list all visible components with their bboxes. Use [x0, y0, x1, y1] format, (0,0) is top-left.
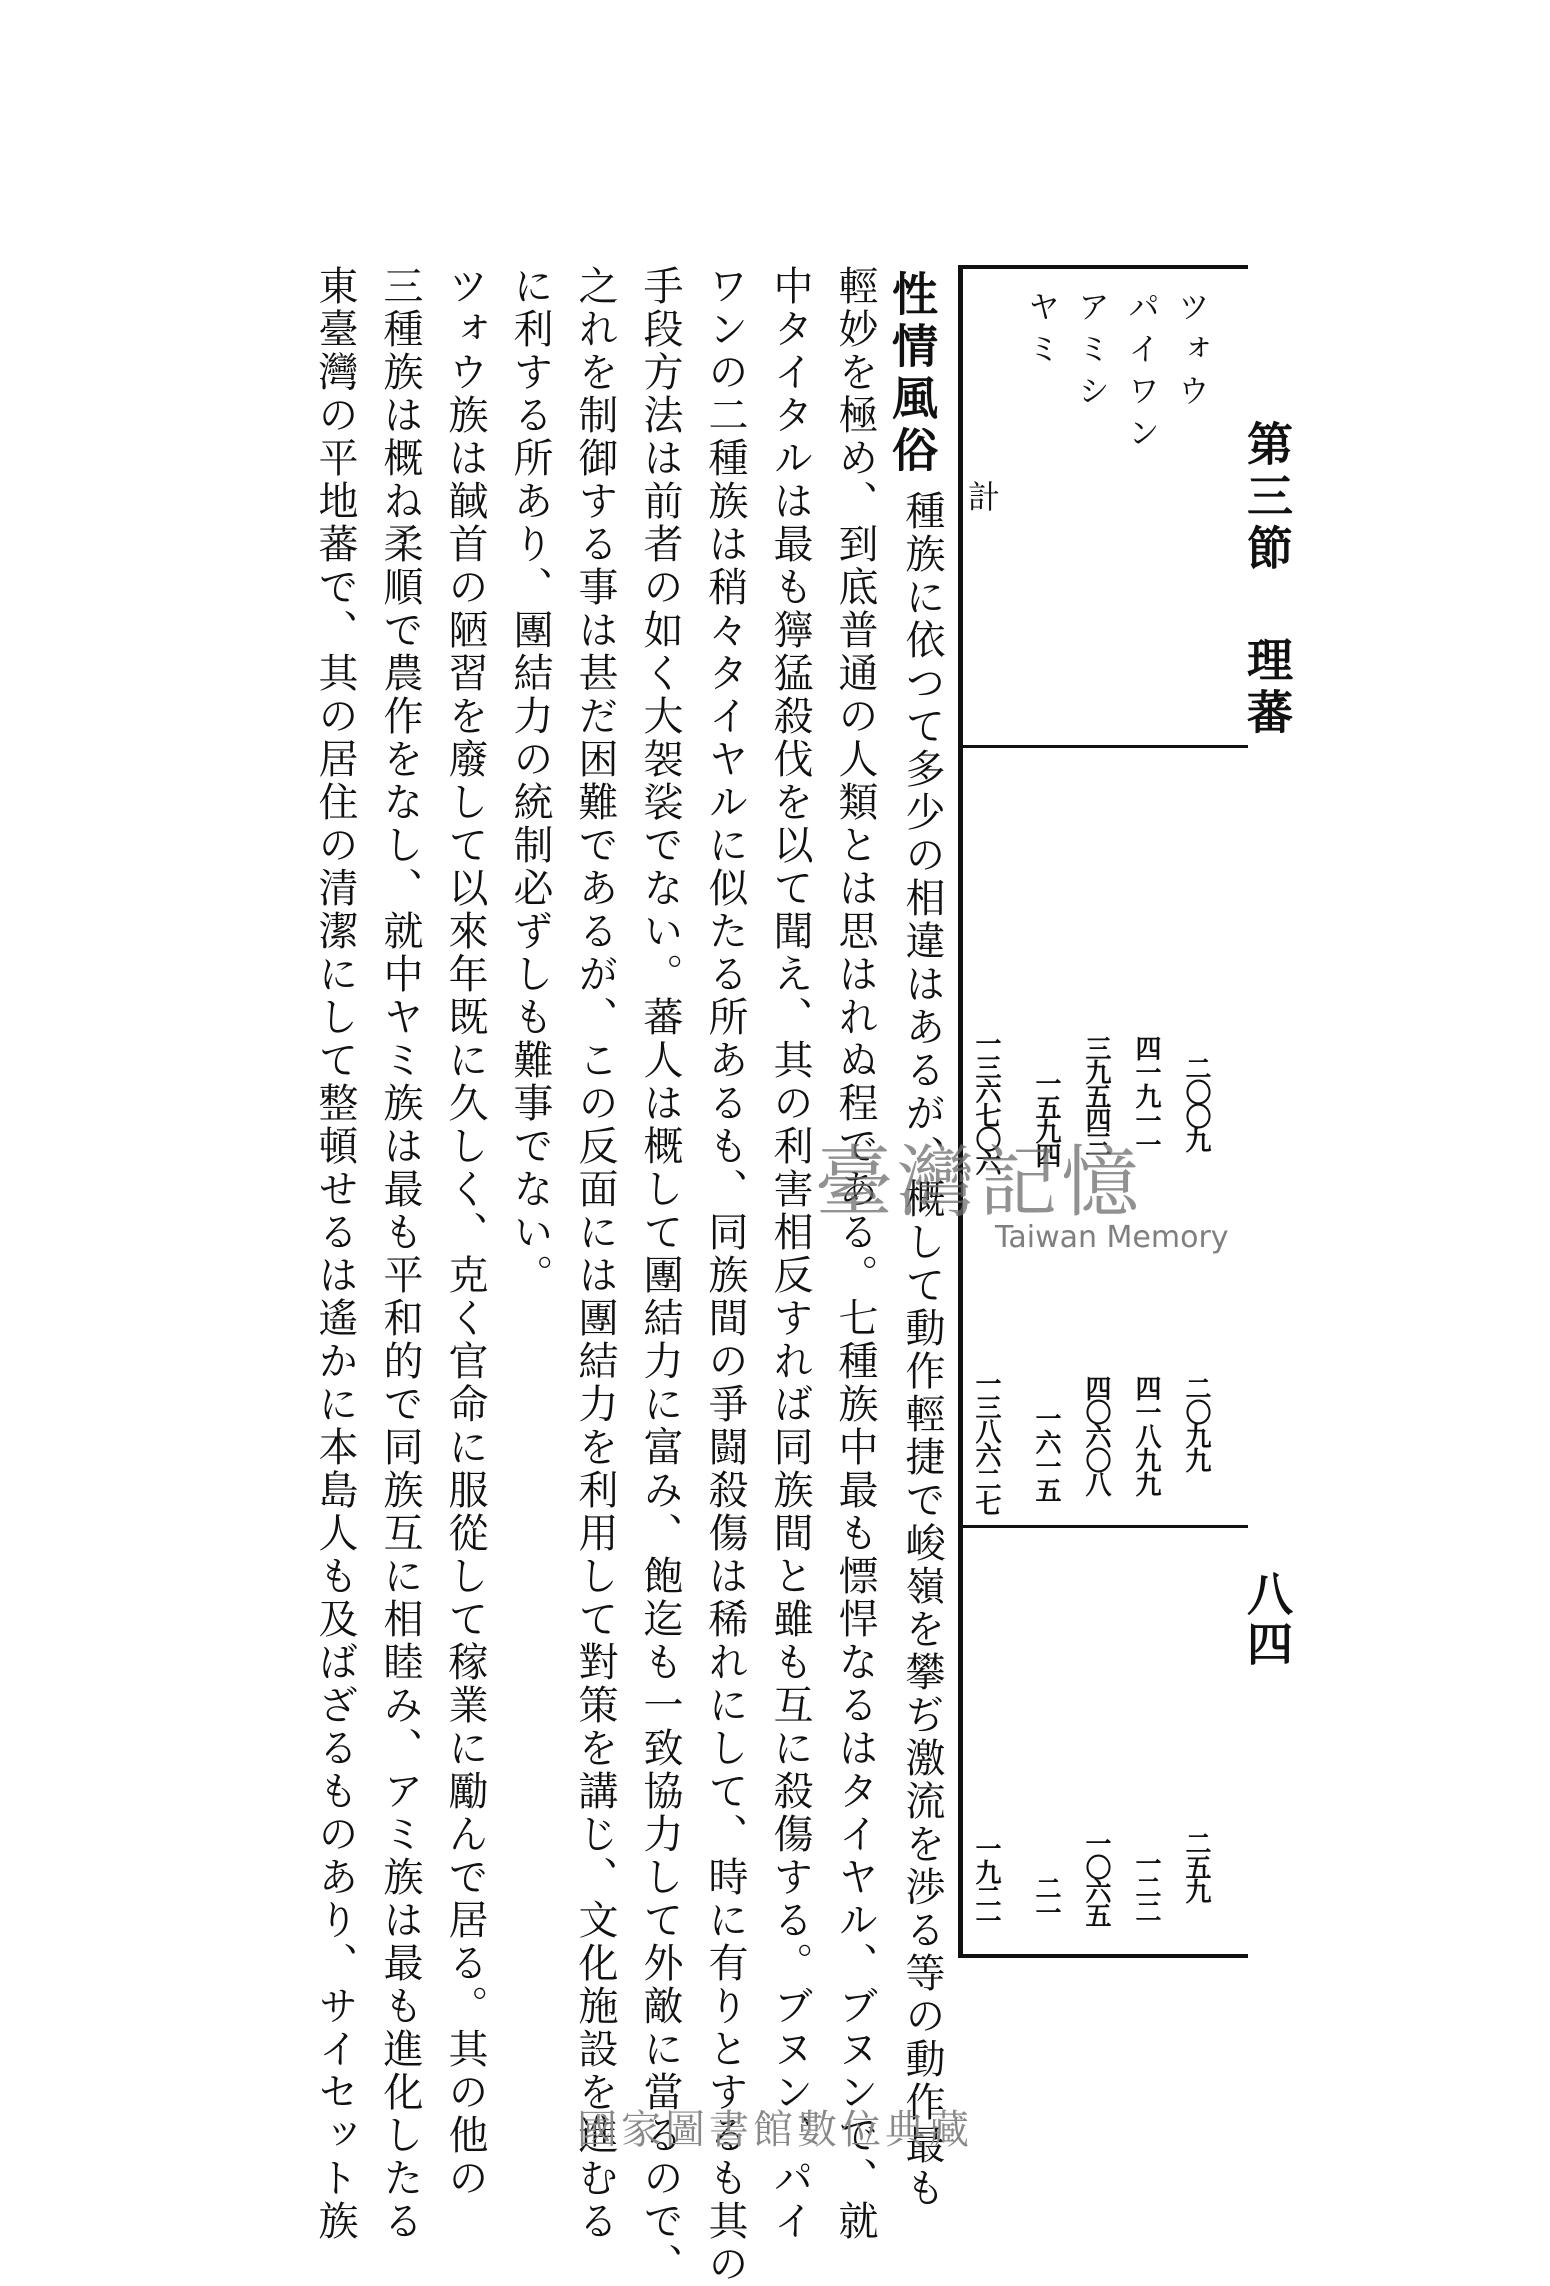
table-cell: 四一九一一 — [1131, 1035, 1161, 1155]
table-cell: 一九二一 — [971, 1835, 1001, 1931]
watermark-logo: 臺灣記憶 — [815, 1138, 1144, 1228]
table-cell: 四〇六〇八 — [1081, 1375, 1111, 1495]
table-cell: 三九五四三 — [1081, 1035, 1111, 1155]
table-cell: 一五九四 — [1031, 1070, 1061, 1166]
table-cell: 一三八六二七 — [971, 1370, 1001, 1514]
paragraph-line: ツォウ族は馘首の陋習を廢して以來年既に久しく、克く官命に服從して稼業に勵んで居る。其の他の — [442, 265, 488, 2200]
paragraph-line: 東臺灣の平地蕃で、其の居住の清潔にして整頓せるは遙かに本島人も及ばざるものあり、サイセット族 — [312, 265, 358, 2243]
paragraph-line: 中タイタルは最も獰猛殺伐を以て聞え、其の利害相反すれば同族間と雖も互に殺傷する。ブヌン、パイ — [767, 265, 813, 2243]
table-cell: 一六一五 — [1031, 1405, 1061, 1501]
paragraph-line: 輕妙を極め、到底普通の人類とは思はれぬ程である。七種族中最も慓悍なるはタイヤル、ブヌンで、就 — [832, 265, 878, 2243]
paragraph-line: に利する所あり、團結力の統制必ずしも難事でない。 — [507, 265, 553, 1297]
table-divider — [958, 1525, 1248, 1528]
page-number: 八四 — [1240, 1570, 1294, 1670]
table-row-label: アミシ — [1073, 290, 1111, 416]
section-heading: 性情風俗 — [885, 270, 939, 478]
paragraph-line: 種族に依つて多少の相違はあるが、概して動作輕捷で峻嶺を攀ぢ激流を渉る等の動作最も — [899, 490, 945, 2210]
archive-footer: 國家圖書館數位典藏 — [577, 2107, 973, 2153]
section-title: 第三節 理蕃 — [1240, 420, 1294, 740]
watermark-subtitle: Taiwan Memory — [995, 1220, 1229, 1255]
paragraph-line: ワンの二種族は稍々タイヤルに似たる所あるも、同族間の爭闘殺傷は稀れにして、時に有りとするも其の — [702, 265, 748, 2286]
table-cell: 四一八九九 — [1131, 1375, 1161, 1495]
table-divider — [958, 745, 1248, 748]
table-cell: 二〇〇九 — [1181, 1055, 1211, 1151]
table-cell: 一〇六五 — [1081, 1830, 1111, 1926]
table-row-label: ヤミ — [1023, 290, 1061, 374]
watermark — [815, 1120, 1235, 1260]
table-cell: 二五九 — [1181, 1830, 1211, 1902]
paragraph-line: 手段方法は前者の如く大袈裟でない。蕃人は概して團結力に富み、飽迄も一致協力して外敵に當るので、 — [637, 265, 683, 2286]
paragraph-line: 之れを制御する事は甚だ困難であるが、この反面には團結力を利用して對策を講じ、文化施設を進むる — [572, 265, 618, 2243]
table-cell: 一三六七〇六 — [971, 1030, 1001, 1174]
table-row-label: 計 — [963, 480, 1001, 522]
table-cell: 一二二 — [1131, 1850, 1161, 1922]
table-row-label: ツォウ — [1173, 290, 1211, 416]
paragraph-line: 三種族は概ね柔順で農作をなし、就中ヤミ族は最も平和的で同族互に相睦み、アミ族は最も進化したる — [377, 265, 423, 2243]
table-cell: 二〇九九 — [1181, 1375, 1211, 1471]
table-cell: 二一 — [1031, 1875, 1061, 1923]
table-row-label: パイワン — [1123, 290, 1161, 458]
